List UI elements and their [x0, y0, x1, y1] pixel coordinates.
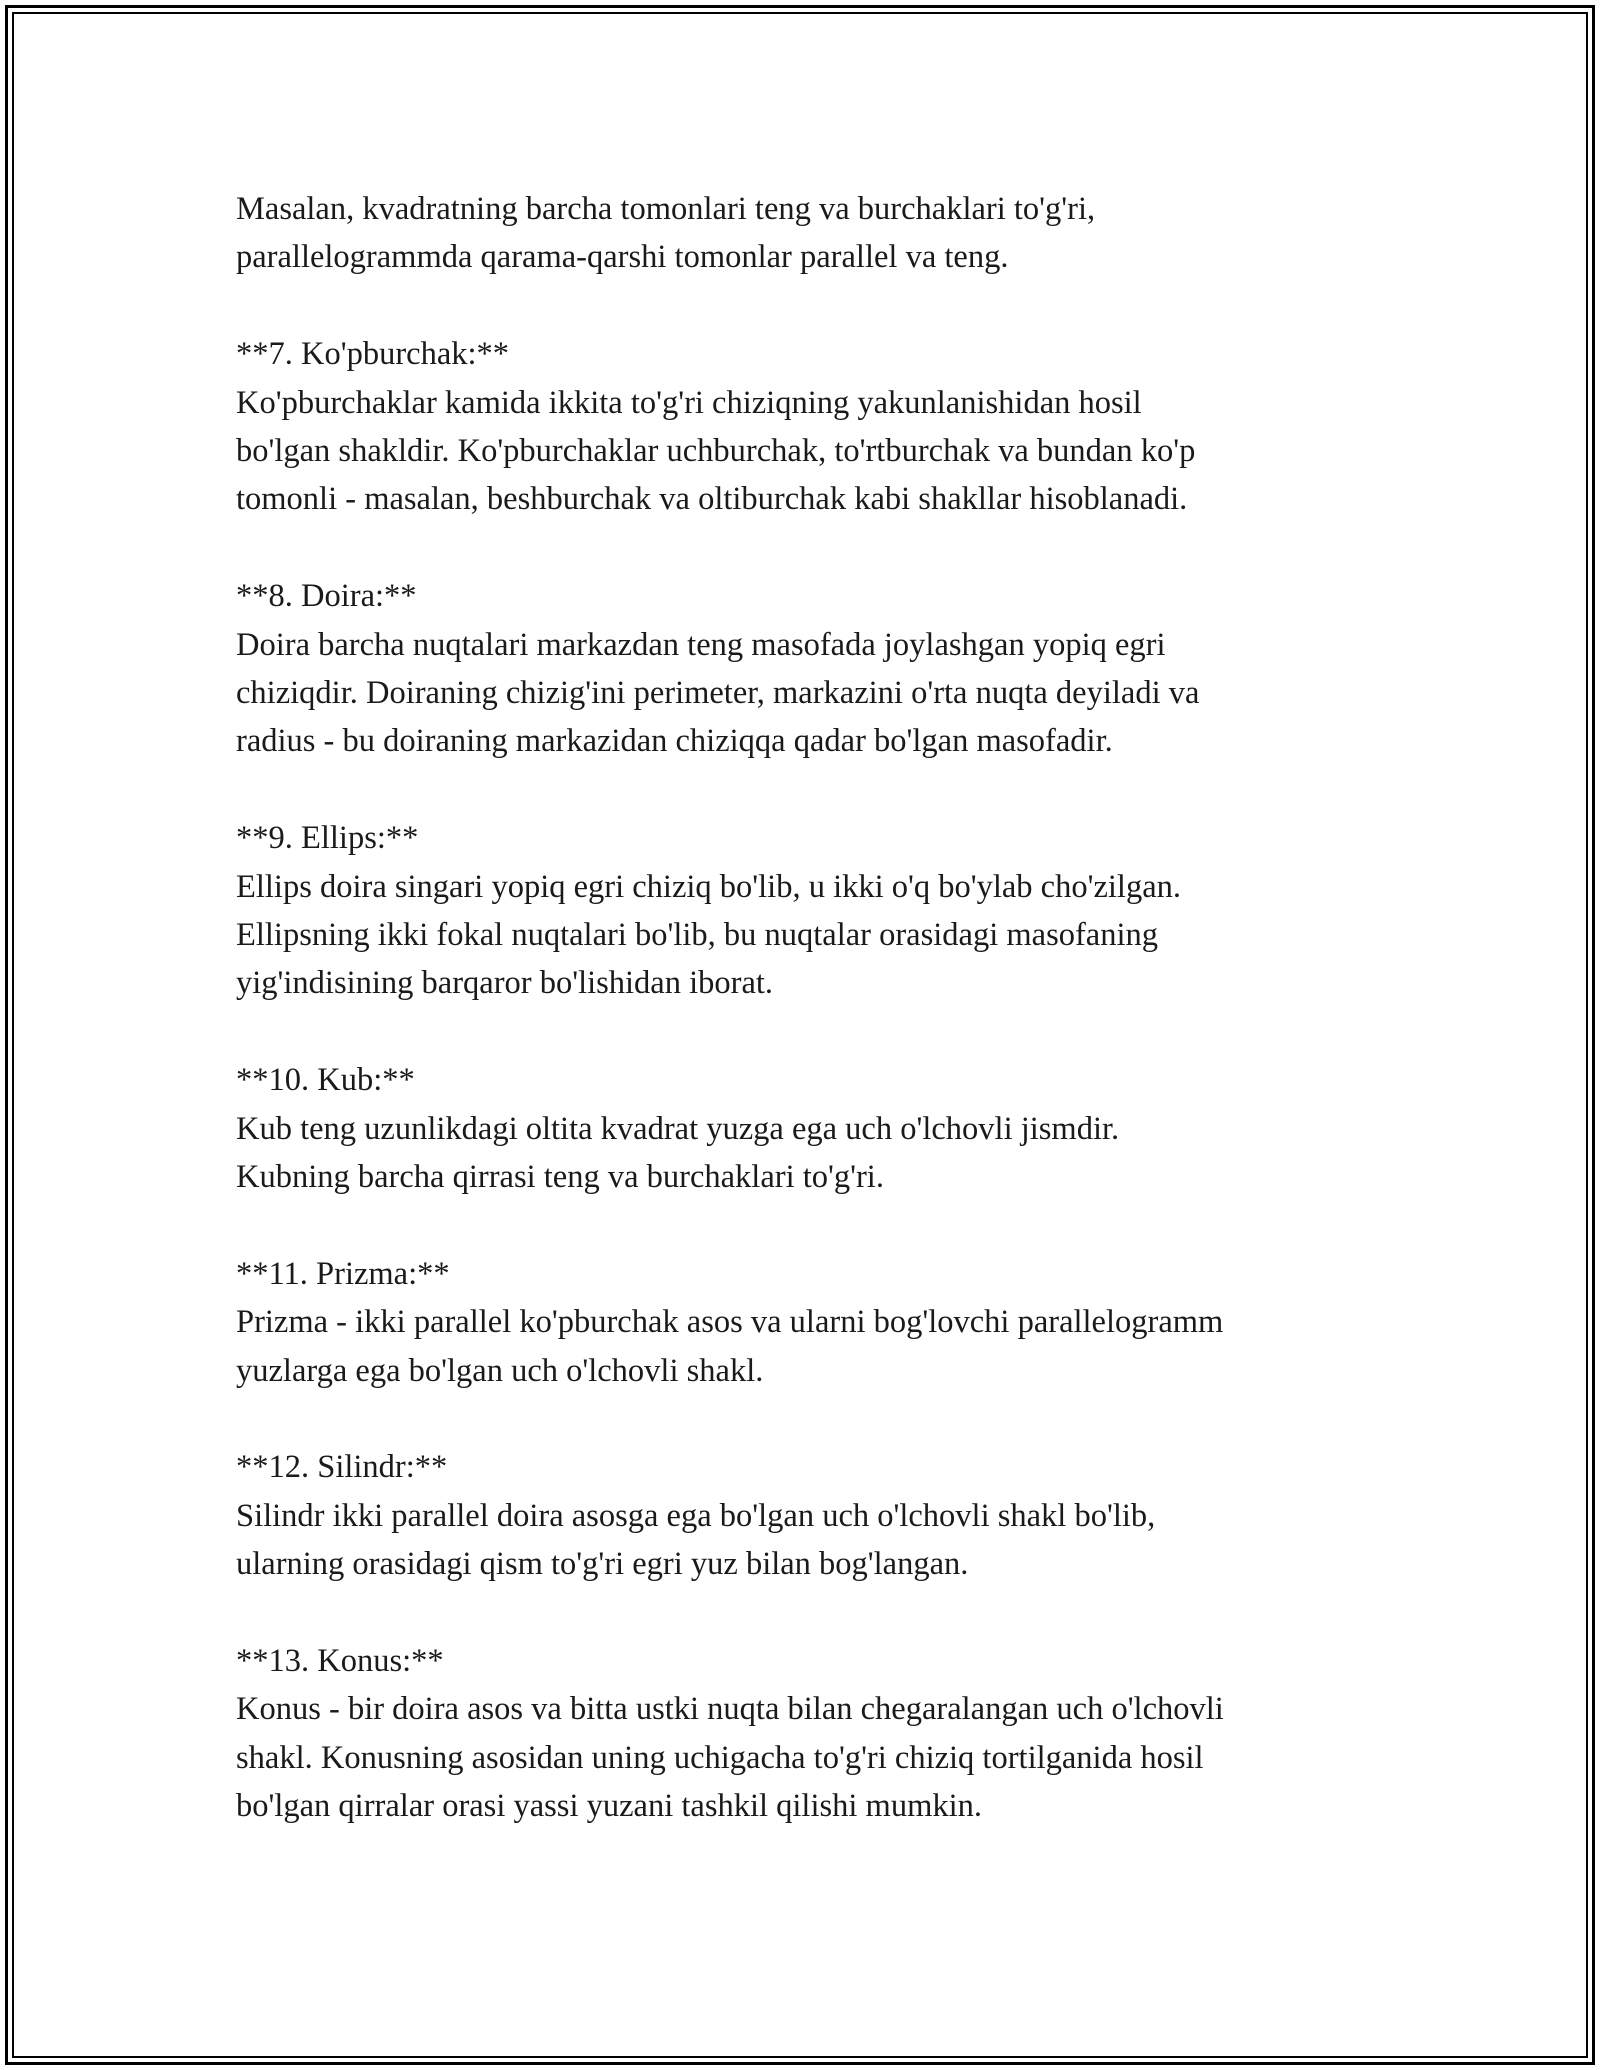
- text-line: Kub teng uzunlikdagi oltita kvadrat yuzga ega uch o'lchovli jismdir.: [236, 1110, 1120, 1147]
- section-circle: [236, 572, 1366, 766]
- text-line: parallelogrammda qarama-qarshi tomonlar parallel va teng.: [236, 239, 1009, 276]
- text-line: yuzlarga ega bo'lgan uch o'lchovli shakl.: [236, 1352, 764, 1389]
- text-line: Kubning barcha qirrasi teng va burchaklari to'g'ri.: [236, 1159, 884, 1196]
- document-body: [236, 185, 1366, 1831]
- section-heading: **13. Konus:**: [236, 1643, 444, 1680]
- text-line: Silindr ikki parallel doira asosga ega bo'lgan uch o'lchovli shakl bo'lib,: [236, 1497, 1156, 1534]
- text-line: Ko'pburchaklar kamida ikkita to'g'ri chiziqning yakunlanishidan hosil: [236, 384, 1142, 421]
- section-heading: **8. Doira:**: [236, 578, 417, 615]
- section-prism: [236, 1250, 1366, 1395]
- section-cone: [236, 1637, 1366, 1831]
- section-ellipse: [236, 814, 1366, 1008]
- intro-paragraph: [236, 185, 1366, 282]
- section-heading: **9. Ellips:**: [236, 820, 419, 857]
- section-polygon: [236, 330, 1366, 524]
- text-line: Masalan, kvadratning barcha tomonlari teng va burchaklari to'g'ri,: [236, 191, 1096, 227]
- text-line: Ellips doira singari yopiq egri chiziq bo'lib, u ikki o'q bo'ylab cho'zilgan.: [236, 868, 1181, 905]
- text-line: Konus - bir doira asos va bitta ustki nuqta bilan chegaralangan uch o'lchovli: [236, 1691, 1224, 1728]
- text-line: shakl. Konusning asosidan uning uchigacha to'g'ri chiziq tortilganida hosil: [236, 1739, 1204, 1776]
- section-heading: **10. Kub:**: [236, 1062, 415, 1099]
- text-line: radius - bu doiraning markazidan chiziqqa qadar bo'lgan masofadir.: [236, 723, 1113, 760]
- text-line: Ellipsning ikki fokal nuqtalari bo'lib, bu nuqtalar orasidagi masofaning: [236, 917, 1158, 954]
- text-line: chiziqdir. Doiraning chizig'ini perimeter, markazini o'rta nuqta deyiladi va: [236, 675, 1200, 712]
- text-line: yig'indisining barqaror bo'lishidan iborat.: [236, 965, 774, 1002]
- text-line: bo'lgan shakldir. Ko'pburchaklar uchburchak, to'rtburchak va bundan ko'p: [236, 433, 1196, 470]
- text-line: bo'lgan qirralar orasi yassi yuzani tashkil qilishi mumkin.: [236, 1788, 983, 1825]
- text-line: Prizma - ikki parallel ko'pburchak asos va ularni bog'lovchi parallelogramm: [236, 1304, 1224, 1341]
- section-heading: **12. Silindr:**: [236, 1449, 448, 1486]
- text-line: ularning orasidagi qism to'g'ri egri yuz bilan bog'langan.: [236, 1546, 969, 1583]
- section-cylinder: [236, 1443, 1366, 1588]
- section-heading: **7. Ko'pburchak:**: [236, 336, 510, 373]
- text-line: tomonli - masalan, beshburchak va oltiburchak kabi shakllar hisoblanadi.: [236, 481, 1188, 518]
- section-heading: **11. Prizma:**: [236, 1255, 450, 1292]
- text-line: Doira barcha nuqtalari markazdan teng masofada joylashgan yopiq egri: [236, 626, 1166, 663]
- section-cube: [236, 1056, 1366, 1201]
